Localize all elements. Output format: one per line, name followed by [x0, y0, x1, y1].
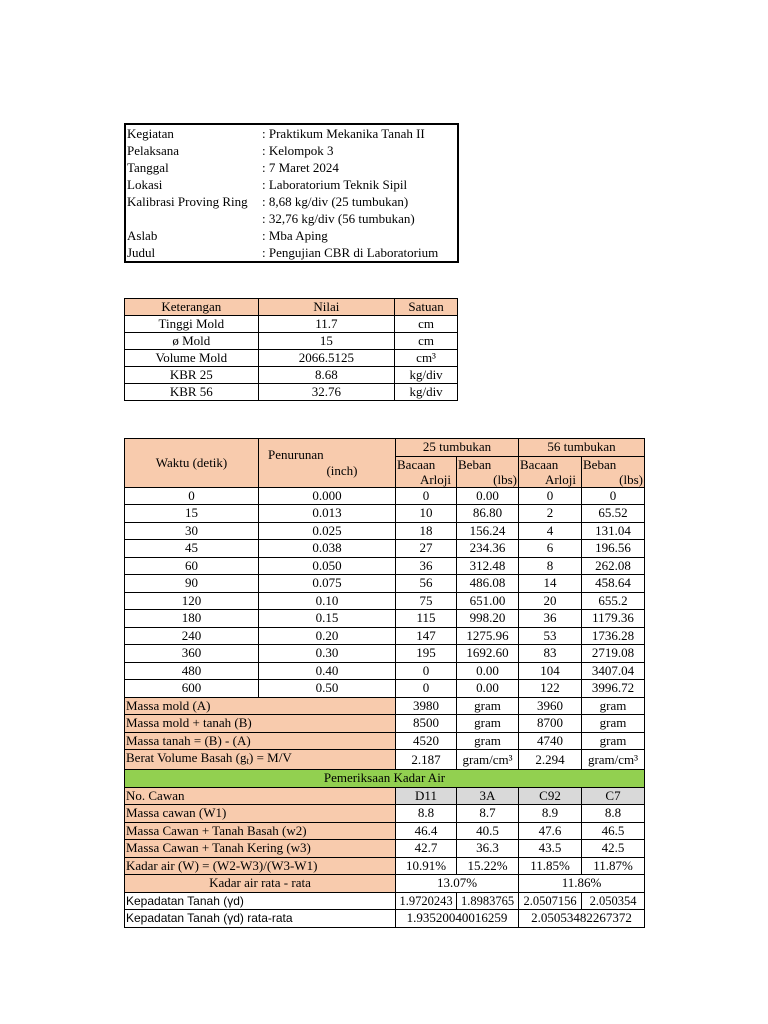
param-value: 11.7: [258, 316, 395, 333]
header-penurunan: [259, 439, 396, 488]
header-bacaan-56: [519, 456, 582, 487]
beban-25-cell: 651.00: [457, 592, 519, 610]
beban-56-cell: 1736.28: [582, 627, 645, 645]
berat-volume-row: [125, 750, 645, 770]
kepadatan-row: [125, 892, 645, 910]
bacaan-56-cell: 83: [519, 645, 582, 663]
penurunan-cell: 0.025: [259, 522, 396, 540]
kadar-rata-label: Kadar air rata - rata: [125, 875, 396, 893]
params-row: [125, 316, 458, 333]
bacaan-25-cell: 75: [396, 592, 457, 610]
beban-25-cell: 486.08: [457, 575, 519, 593]
info-label: Aslab: [127, 227, 158, 243]
param-unit: cm: [395, 316, 458, 333]
header-penurunan-line1: Penurunan: [268, 446, 324, 462]
waktu-cell: 30: [125, 522, 259, 540]
beban-25-cell: 0.00: [457, 680, 519, 698]
berat-label-b: ) = M/V: [249, 750, 292, 765]
info-row: [125, 159, 458, 176]
massa-label: Massa mold (A): [125, 697, 396, 715]
bacaan-25-cell: 115: [396, 610, 457, 628]
header-row-1: [125, 439, 645, 457]
info-value: : Kelompok 3: [262, 142, 334, 158]
params-header-nilai: Nilai: [258, 299, 395, 316]
cawan-label: No. Cawan: [125, 787, 396, 805]
param-unit: cm³: [395, 350, 458, 367]
kadar-row: [125, 822, 645, 840]
info-label: [125, 210, 261, 227]
penurunan-cell: 0.30: [259, 645, 396, 663]
kadar-value: 8.7: [457, 805, 519, 823]
kadar-row: [125, 857, 645, 875]
header-bacaan-25-line1: Bacaan: [397, 456, 436, 472]
bacaan-56-cell: 20: [519, 592, 582, 610]
kadar-title: Pemeriksaan Kadar Air: [125, 770, 645, 788]
header-beban-56: [582, 456, 645, 487]
info-row: [125, 210, 458, 227]
bacaan-56-cell: 6: [519, 540, 582, 558]
berat-volume-label: [125, 750, 396, 770]
header-bacaan-25: [396, 456, 457, 487]
bacaan-56-cell: 4: [519, 522, 582, 540]
beban-25-cell: 998.20: [457, 610, 519, 628]
info-value: : Pengujian CBR di Laboratorium: [262, 244, 439, 260]
kadar-row: [125, 840, 645, 858]
cawan-id: D11: [396, 787, 457, 805]
param-unit: kg/div: [395, 384, 458, 401]
beban-25-cell: 156.24: [457, 522, 519, 540]
kadar-value: 42.7: [396, 840, 457, 858]
bacaan-56-cell: 0: [519, 487, 582, 505]
bacaan-25-cell: 0: [396, 487, 457, 505]
beban-56-cell: 196.56: [582, 540, 645, 558]
header-beban-25-line2: (lbs): [493, 471, 517, 487]
info-value: : 8,68 kg/div (25 tumbukan): [262, 193, 409, 209]
params-table: [124, 298, 458, 401]
waktu-cell: 180: [125, 610, 259, 628]
kepadatan-value: 2.050354: [582, 892, 645, 910]
kadar-title-row: [125, 770, 645, 788]
header-bacaan-25-line2: Arloji: [419, 471, 451, 487]
berat-label-a: Berat Volume Basah (g: [126, 750, 247, 765]
massa-value-25: 3980: [396, 697, 457, 715]
header-beban-25-line1: Beban: [458, 456, 492, 472]
penurunan-cell: 0.000: [259, 487, 396, 505]
param-unit: kg/div: [395, 367, 458, 384]
beban-25-cell: 0.00: [457, 662, 519, 680]
info-row: [125, 244, 458, 262]
kadar-value: 46.4: [396, 822, 457, 840]
info-label: Kegiatan: [127, 125, 174, 141]
beban-56-cell: 3996.72: [582, 680, 645, 698]
bacaan-56-cell: 2: [519, 505, 582, 523]
kadar-value: 11.87%: [582, 857, 645, 875]
info-label: Judul: [127, 244, 156, 260]
kadar-value: 8.8: [396, 805, 457, 823]
penurunan-cell: 0.15: [259, 610, 396, 628]
param-value: 8.68: [258, 367, 395, 384]
bacaan-25-cell: 195: [396, 645, 457, 663]
bacaan-25-cell: 27: [396, 540, 457, 558]
kadar-row: [125, 805, 645, 823]
massa-unit-25: gram: [457, 715, 519, 733]
bacaan-25-cell: 36: [396, 557, 457, 575]
header-waktu: Waktu (detik): [125, 439, 259, 488]
kadar-value: 43.5: [519, 840, 582, 858]
penurunan-cell: 0.075: [259, 575, 396, 593]
kepadatan-rata-56: 2.05053482267372: [519, 910, 645, 928]
waktu-cell: 60: [125, 557, 259, 575]
params-row: [125, 350, 458, 367]
penurunan-cell: 0.050: [259, 557, 396, 575]
info-value: : Praktikum Mekanika Tanah II: [262, 125, 425, 141]
beban-56-cell: 131.04: [582, 522, 645, 540]
kadar-label: Kadar air (W) = (W2-W3)/(W3-W1): [125, 857, 396, 875]
data-row: [125, 540, 645, 558]
info-label: Tanggal: [127, 159, 169, 175]
beban-56-cell: 65.52: [582, 505, 645, 523]
beban-56-cell: 1179.36: [582, 610, 645, 628]
massa-unit-56: gram: [582, 697, 645, 715]
berat-value-56: 2.294: [519, 750, 582, 770]
massa-unit-25: gram: [457, 732, 519, 750]
penurunan-cell: 0.40: [259, 662, 396, 680]
kepadatan-value: 2.0507156: [519, 892, 582, 910]
param-value: 2066.5125: [258, 350, 395, 367]
header-bacaan-56-line2: Arloji: [544, 471, 576, 487]
param-name: Tinggi Mold: [125, 316, 259, 333]
kepadatan-rata-25: 1.93520040016259: [396, 910, 519, 928]
massa-row: [125, 732, 645, 750]
header-penurunan-line2: (inch): [326, 462, 358, 478]
param-name: KBR 56: [125, 384, 259, 401]
info-row: [125, 193, 458, 210]
header-56-tumbukan: 56 tumbukan: [519, 439, 645, 457]
data-row: [125, 557, 645, 575]
waktu-cell: 600: [125, 680, 259, 698]
waktu-cell: 15: [125, 505, 259, 523]
cawan-id: 3A: [457, 787, 519, 805]
berat-unit-56: gram/cm³: [582, 750, 645, 770]
massa-value-25: 4520: [396, 732, 457, 750]
beban-25-cell: 86.80: [457, 505, 519, 523]
data-row: [125, 505, 645, 523]
penurunan-cell: 0.013: [259, 505, 396, 523]
waktu-cell: 240: [125, 627, 259, 645]
data-row: [125, 645, 645, 663]
param-name: KBR 25: [125, 367, 259, 384]
waktu-cell: 0: [125, 487, 259, 505]
cawan-row: [125, 787, 645, 805]
data-row: [125, 575, 645, 593]
massa-label: Massa mold + tanah (B): [125, 715, 396, 733]
cawan-id: C92: [519, 787, 582, 805]
massa-unit-56: gram: [582, 715, 645, 733]
kadar-value: 47.6: [519, 822, 582, 840]
beban-25-cell: 1692.60: [457, 645, 519, 663]
beban-56-cell: 2719.08: [582, 645, 645, 663]
bacaan-56-cell: 36: [519, 610, 582, 628]
bacaan-25-cell: 56: [396, 575, 457, 593]
info-row: [125, 176, 458, 193]
data-row: [125, 662, 645, 680]
penurunan-cell: 0.038: [259, 540, 396, 558]
kepadatan-label: Kepadatan Tanah (γd): [125, 892, 396, 910]
kadar-label: Massa Cawan + Tanah Kering (w3): [125, 840, 396, 858]
info-table: [124, 123, 459, 263]
data-row: [125, 522, 645, 540]
data-row: [125, 680, 645, 698]
kepadatan-rata-label: Kepadatan Tanah (γd) rata-rata: [125, 910, 396, 928]
param-name: ø Mold: [125, 333, 259, 350]
beban-56-cell: 0: [582, 487, 645, 505]
data-row: [125, 487, 645, 505]
beban-56-cell: 655.2: [582, 592, 645, 610]
param-name: Volume Mold: [125, 350, 259, 367]
info-label: Pelaksana: [127, 142, 179, 158]
massa-label: Massa tanah = (B) - (A): [125, 732, 396, 750]
kadar-rata-56: 11.86%: [519, 875, 645, 893]
data-row: [125, 627, 645, 645]
header-beban-56-line1: Beban: [583, 456, 617, 472]
info-label: Kalibrasi Proving Ring: [127, 193, 248, 209]
beban-56-cell: 458.64: [582, 575, 645, 593]
bacaan-56-cell: 53: [519, 627, 582, 645]
kadar-value: 8.9: [519, 805, 582, 823]
penurunan-cell: 0.50: [259, 680, 396, 698]
params-row: [125, 367, 458, 384]
param-value: 15: [258, 333, 395, 350]
penurunan-cell: 0.10: [259, 592, 396, 610]
massa-value-56: 8700: [519, 715, 582, 733]
massa-value-56: 4740: [519, 732, 582, 750]
kepadatan-value: 1.8983765: [457, 892, 519, 910]
params-header-row: [125, 299, 458, 316]
bacaan-25-cell: 0: [396, 662, 457, 680]
beban-25-cell: 312.48: [457, 557, 519, 575]
waktu-cell: 480: [125, 662, 259, 680]
params-row: [125, 384, 458, 401]
massa-unit-25: gram: [457, 697, 519, 715]
beban-56-cell: 262.08: [582, 557, 645, 575]
kadar-value: 46.5: [582, 822, 645, 840]
beban-25-cell: 1275.96: [457, 627, 519, 645]
kadar-rata-row: [125, 875, 645, 893]
berat-unit-25: gram/cm³: [457, 750, 519, 770]
data-row: [125, 610, 645, 628]
kadar-value: 10.91%: [396, 857, 457, 875]
header-beban-56-line2: (lbs): [619, 471, 643, 487]
header-beban-25: [457, 456, 519, 487]
header-25-tumbukan: 25 tumbukan: [396, 439, 519, 457]
params-header-satuan: Satuan: [395, 299, 458, 316]
cbr-table: [124, 438, 645, 928]
info-value: : 7 Maret 2024: [262, 159, 339, 175]
bacaan-25-cell: 0: [396, 680, 457, 698]
massa-value-56: 3960: [519, 697, 582, 715]
bacaan-25-cell: 18: [396, 522, 457, 540]
kepadatan-value: 1.9720243: [396, 892, 457, 910]
param-unit: cm: [395, 333, 458, 350]
kadar-value: 15.22%: [457, 857, 519, 875]
kadar-value: 42.5: [582, 840, 645, 858]
berat-value-25: 2.187: [396, 750, 457, 770]
data-row: [125, 592, 645, 610]
kadar-value: 36.3: [457, 840, 519, 858]
info-value: : Mba Aping: [262, 227, 328, 243]
bacaan-56-cell: 122: [519, 680, 582, 698]
penurunan-cell: 0.20: [259, 627, 396, 645]
info-row: [125, 142, 458, 159]
info-row: [125, 124, 458, 142]
massa-row: [125, 715, 645, 733]
bacaan-56-cell: 14: [519, 575, 582, 593]
info-row: [125, 227, 458, 244]
cawan-id: C7: [582, 787, 645, 805]
waktu-cell: 90: [125, 575, 259, 593]
massa-row: [125, 697, 645, 715]
kadar-value: 11.85%: [519, 857, 582, 875]
kadar-label: Massa Cawan + Tanah Basah (w2): [125, 822, 396, 840]
params-row: [125, 333, 458, 350]
bacaan-56-cell: 104: [519, 662, 582, 680]
kadar-rata-25: 13.07%: [396, 875, 519, 893]
kepadatan-rata-row: [125, 910, 645, 928]
bacaan-25-cell: 147: [396, 627, 457, 645]
param-value: 32.76: [258, 384, 395, 401]
berat-label-sub: t: [246, 756, 249, 766]
kadar-label: Massa cawan (W1): [125, 805, 396, 823]
massa-value-25: 8500: [396, 715, 457, 733]
kadar-value: 8.8: [582, 805, 645, 823]
info-value: : 32,76 kg/div (56 tumbukan): [262, 210, 415, 226]
info-label: Lokasi: [127, 176, 163, 192]
beban-25-cell: 234.36: [457, 540, 519, 558]
bacaan-25-cell: 10: [396, 505, 457, 523]
waktu-cell: 45: [125, 540, 259, 558]
waktu-cell: 120: [125, 592, 259, 610]
params-header-keterangan: Keterangan: [125, 299, 259, 316]
bacaan-56-cell: 8: [519, 557, 582, 575]
beban-25-cell: 0.00: [457, 487, 519, 505]
kadar-value: 40.5: [457, 822, 519, 840]
waktu-cell: 360: [125, 645, 259, 663]
info-value: : Laboratorium Teknik Sipil: [262, 176, 408, 192]
beban-56-cell: 3407.04: [582, 662, 645, 680]
massa-unit-56: gram: [582, 732, 645, 750]
header-bacaan-56-line1: Bacaan: [520, 456, 559, 472]
